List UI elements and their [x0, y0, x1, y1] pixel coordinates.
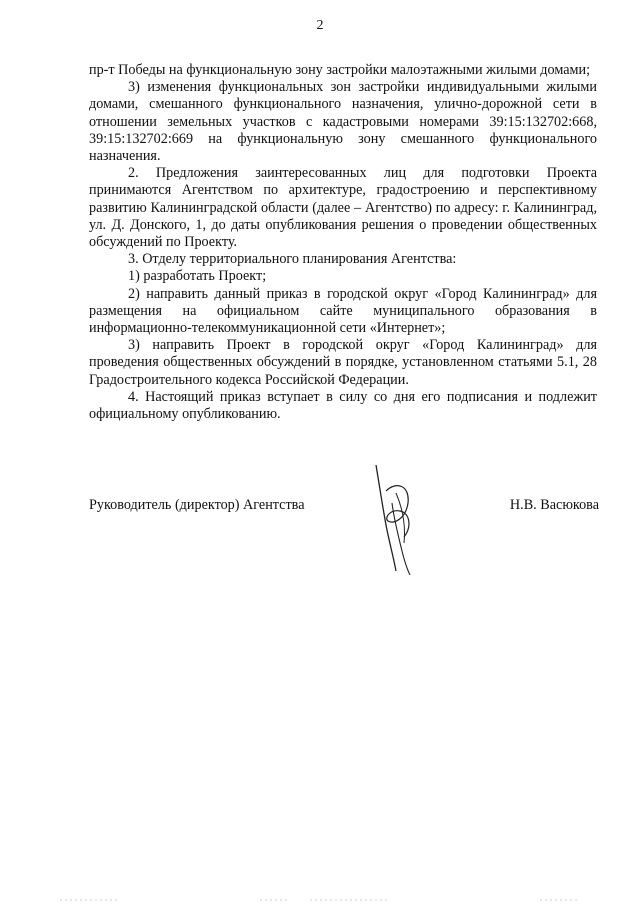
- paragraph-continuation: пр-т Победы на функциональную зону застройки малоэтажными жилыми домами;: [89, 62, 591, 78]
- paragraph-3-1-develop: 1) разработать Проект;: [128, 268, 267, 285]
- paragraph-item-3-zones: 3) изменения функциональных зон застройки индивидуальными жилыми домами, смешанного функционального назначения, улично-дорожной сети в отношении земельных участков с кадастровыми номерами 39:15:132702:668, 39:15:132702:669 на функциональную зону смешанного функционального назначения.: [89, 79, 597, 165]
- document-body: [89, 62, 597, 423]
- signatory-position: Руководитель (директор) Агентства: [89, 497, 305, 513]
- page-number: 2: [316, 18, 324, 33]
- scan-edge-artifact: [60, 899, 580, 901]
- paragraph-3-3-send-project: 3) направить Проект в городской округ «Город Калининград» для проведения общественных обсуждений в порядке, установленном статьями 5.1, 28 Градостроительного кодекса Российской Федерации.: [89, 337, 597, 388]
- paragraph-3-department: 3. Отделу территориального планирования Агентства:: [128, 251, 457, 268]
- handwritten-signature: [366, 463, 426, 578]
- paragraph-2-proposals: 2. Предложения заинтересованных лиц для подготовки Проекта принимаются Агентством по архитектуре, градостроению и перспективному развитию Калининградской области (далее – Агентство) по адресу: г. Калининград, ул. Д. Донского, 1, до даты опубликования решения о проведении общественных обсуждений по Проекту.: [89, 165, 597, 251]
- paragraph-3-2-send-order: 2) направить данный приказ в городской округ «Город Калининград» для размещения на официальном сайте муниципального образования в информационно-телекоммуникационной сети «Интернет»;: [89, 285, 597, 337]
- paragraph-4-effective: 4. Настоящий приказ вступает в силу со дня его подписания и подлежит официальному опубликованию.: [89, 388, 597, 423]
- signatory-name: Н.В. Васюкова: [509, 497, 599, 513]
- signature-block: [89, 497, 599, 587]
